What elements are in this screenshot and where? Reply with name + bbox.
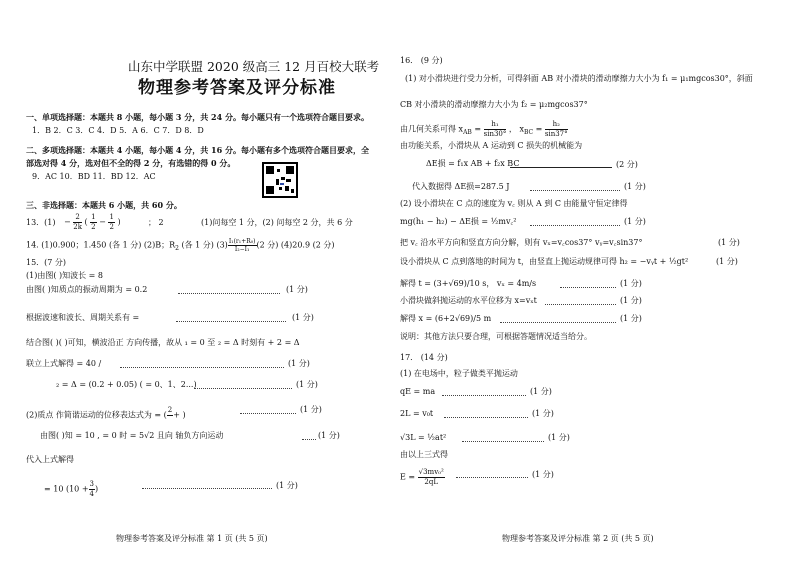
- q16-line13: 解得 x = (6+2√69)/5 m: [400, 314, 492, 323]
- section3-title: 三、非选择题：本题共 6 小题，共 60 分。: [26, 200, 182, 210]
- q15-line8: 由图( )知 = 10 , = 0 时 = 5√2 且向 轴负方向运动: [40, 431, 224, 440]
- q16-line5: ΔE损 = f₁x AB + f₂x BC: [426, 159, 520, 168]
- section2-title-line2: 部选对得 4 分，选对但不全的得 2 分，有选错的得 0 分。: [26, 158, 236, 168]
- q16-line12: 小滑块做斜抛运动的水平位移为 x=vₓt: [400, 296, 537, 305]
- q16-title: 16． (9 分): [400, 56, 443, 65]
- q15-line4: 结合图( )( )可知，横波沿正 方向传播，故从 ₁ = 0 至 ₂ = Δ 时刻有 + 2 = Δ: [26, 338, 300, 347]
- q17-line4: √3L = ½at²: [400, 433, 447, 442]
- q15-line5-score: (1 分): [288, 359, 310, 368]
- q15-line7-score: (1 分): [300, 405, 322, 414]
- q16-line5-score: (2 分): [616, 160, 638, 169]
- q16-line13-score: (1 分): [620, 314, 642, 323]
- q15-title: 15．(7 分): [26, 258, 67, 267]
- q13-scoring: (1)问每空 1 分，(2) 问每空 2 分，共 6 分: [201, 218, 353, 227]
- q16-line4: 由功能关系，小滑块从 A 运动到 C 损失的机械能为: [400, 141, 583, 150]
- q17-title: 17． (14 分): [400, 353, 448, 362]
- q16-line7: (2) 设小滑块在 C 点的速度为 v꜀ 则从 A 到 C 由能量守恒定律得: [400, 199, 628, 208]
- q16-line9: 把 v꜀ 沿水平方向和竖直方向分解，则有 vₓ=v꜀cos37° vᵧ=v꜀sin37°: [400, 238, 643, 247]
- q17-line4-score: (1 分): [548, 433, 570, 442]
- q16-line3: 由几何关系可得 $x_{AB}$ = $\frac{\text{h₁}}{\sin 30^\circ}$ ， $x_{BC}$ = $\frac{\text{h₂}}{\sin 37^\circ}$: [400, 120, 568, 138]
- exam-title: 山东中学联盟 2020 级高三 12 月百校大联考: [128, 59, 380, 74]
- q16-line11-score: (1 分): [620, 279, 642, 288]
- q17-line3: 2L = v₀t: [400, 409, 434, 418]
- q16-line2: CB 对小滑块的滑动摩擦力大小为 f₂ = μ₂mgcos37°: [400, 100, 588, 109]
- qr-code-image: [262, 162, 298, 198]
- q13-ratio: ； 2: [148, 218, 164, 227]
- q17-line1: (1) 在电场中，粒子做类平抛运动: [400, 369, 518, 378]
- q14-answers: 14. (1)0.900；1.450 (各 1 分) (2)B；$R_2$ (各 1 分) (3) $\frac{\text{I₁(r₁+R₀)}}{\text{I₂−I₁}}$ (2 分) (4)20.9 (2 分): [26, 238, 335, 253]
- q15-line10-score: (1 分): [276, 481, 298, 490]
- q15-line6-score: (1 分): [296, 380, 318, 389]
- page2-footer: 物理参考答案及评分标准 第 2 页 (共 5 页): [502, 534, 654, 543]
- q16-line10: 设小滑块从 C 点到落地的时间为 t，由竖直上抛运动规律可得 h₂ = −vᵧt + ½gt²: [400, 257, 689, 266]
- q17-line2: qE = ma: [400, 387, 436, 396]
- section2-answers: 9．AC 10．BD 11．BD 12．AC: [32, 172, 156, 181]
- q16-line8-score: (1 分): [624, 217, 646, 226]
- q17-line6-score: (1 分): [532, 470, 554, 479]
- answer-key-title: 物理参考答案及评分标准: [138, 78, 336, 98]
- section1-title: 一、单项选择题：本题共 8 小题，每小题 3 分，共 24 分。每小题只有一个选项符合题目要求。: [26, 112, 369, 122]
- q16-line9-score: (1 分): [718, 238, 740, 247]
- q15-line5: 联立上式解得 = 40 /: [26, 359, 102, 368]
- q17-line6: E = $\frac{\text{√3mv₀²}}{2qL}$: [400, 468, 444, 486]
- q16-line6: 代入数据得 ΔE损=287.5 J: [412, 182, 510, 191]
- q16-note: 说明：其他方法只要合理，可根据答题情况适当给分。: [400, 332, 592, 341]
- q15-line1: (1)由图( )知波长 = 8: [26, 271, 103, 280]
- q15-line6: ₂ = Δ = (0.2 + 0.05) ( = 0、1、2...): [56, 380, 197, 389]
- q15-line3-score: (1 分): [292, 313, 314, 322]
- q15-line2-score: (1 分): [286, 285, 308, 294]
- page1-footer: 物理参考答案及评分标准 第 1 页 (共 5 页): [116, 534, 268, 543]
- q15-line3: 根据波速和波长、周期关系有 =: [26, 313, 140, 322]
- q15-line2: 由图( )知质点的振动周期为 = 0.2: [26, 285, 148, 294]
- q16-line12-score: (1 分): [620, 296, 642, 305]
- section1-answers: 1．B 2．C 3．C 4．D 5．A 6．C 7．D 8．D: [32, 126, 204, 135]
- q17-line2-score: (1 分): [530, 387, 552, 396]
- q16-line6-score: (1 分): [624, 182, 646, 191]
- q16-line8: mg(h₁ − h₂) − ΔE损 = ½mv꜀²: [400, 217, 517, 226]
- q15-line7: (2)质点 作简谐运动的位移表达式为 = ( 2 + ): [26, 406, 186, 420]
- q15-line8-score: (1 分): [318, 431, 340, 440]
- q15-line9: 代入上式解得: [26, 455, 74, 464]
- q16-line1: (1) 对小滑块进行受力分析，可得斜面 AB 对小滑块的滑动摩擦力大小为 f₁ = μ₁mgcos30°，斜面: [405, 74, 753, 83]
- q16-line11: 解得 t = (3+√69)/10 s， vₓ = 4m/s: [400, 279, 537, 288]
- q13-label: 13．(1): [26, 218, 56, 227]
- section2-title-line1: 二、多项选择题：本题共 4 小题，每小题 4 分，共 16 分。每小题有多个选项符合题目要求，全: [26, 145, 369, 155]
- q13-formula: − $\frac{2}{2k}$ ( $\frac{1}{2}$ − $\frac{1}{2}$ ): [64, 213, 121, 231]
- q17-line5: 由以上三式得: [400, 450, 448, 459]
- q15-line10: = 10 (10 + $\frac{3}{4}$ ): [44, 480, 99, 498]
- q17-line3-score: (1 分): [532, 409, 554, 418]
- q16-line10-score: (1 分): [716, 257, 738, 266]
